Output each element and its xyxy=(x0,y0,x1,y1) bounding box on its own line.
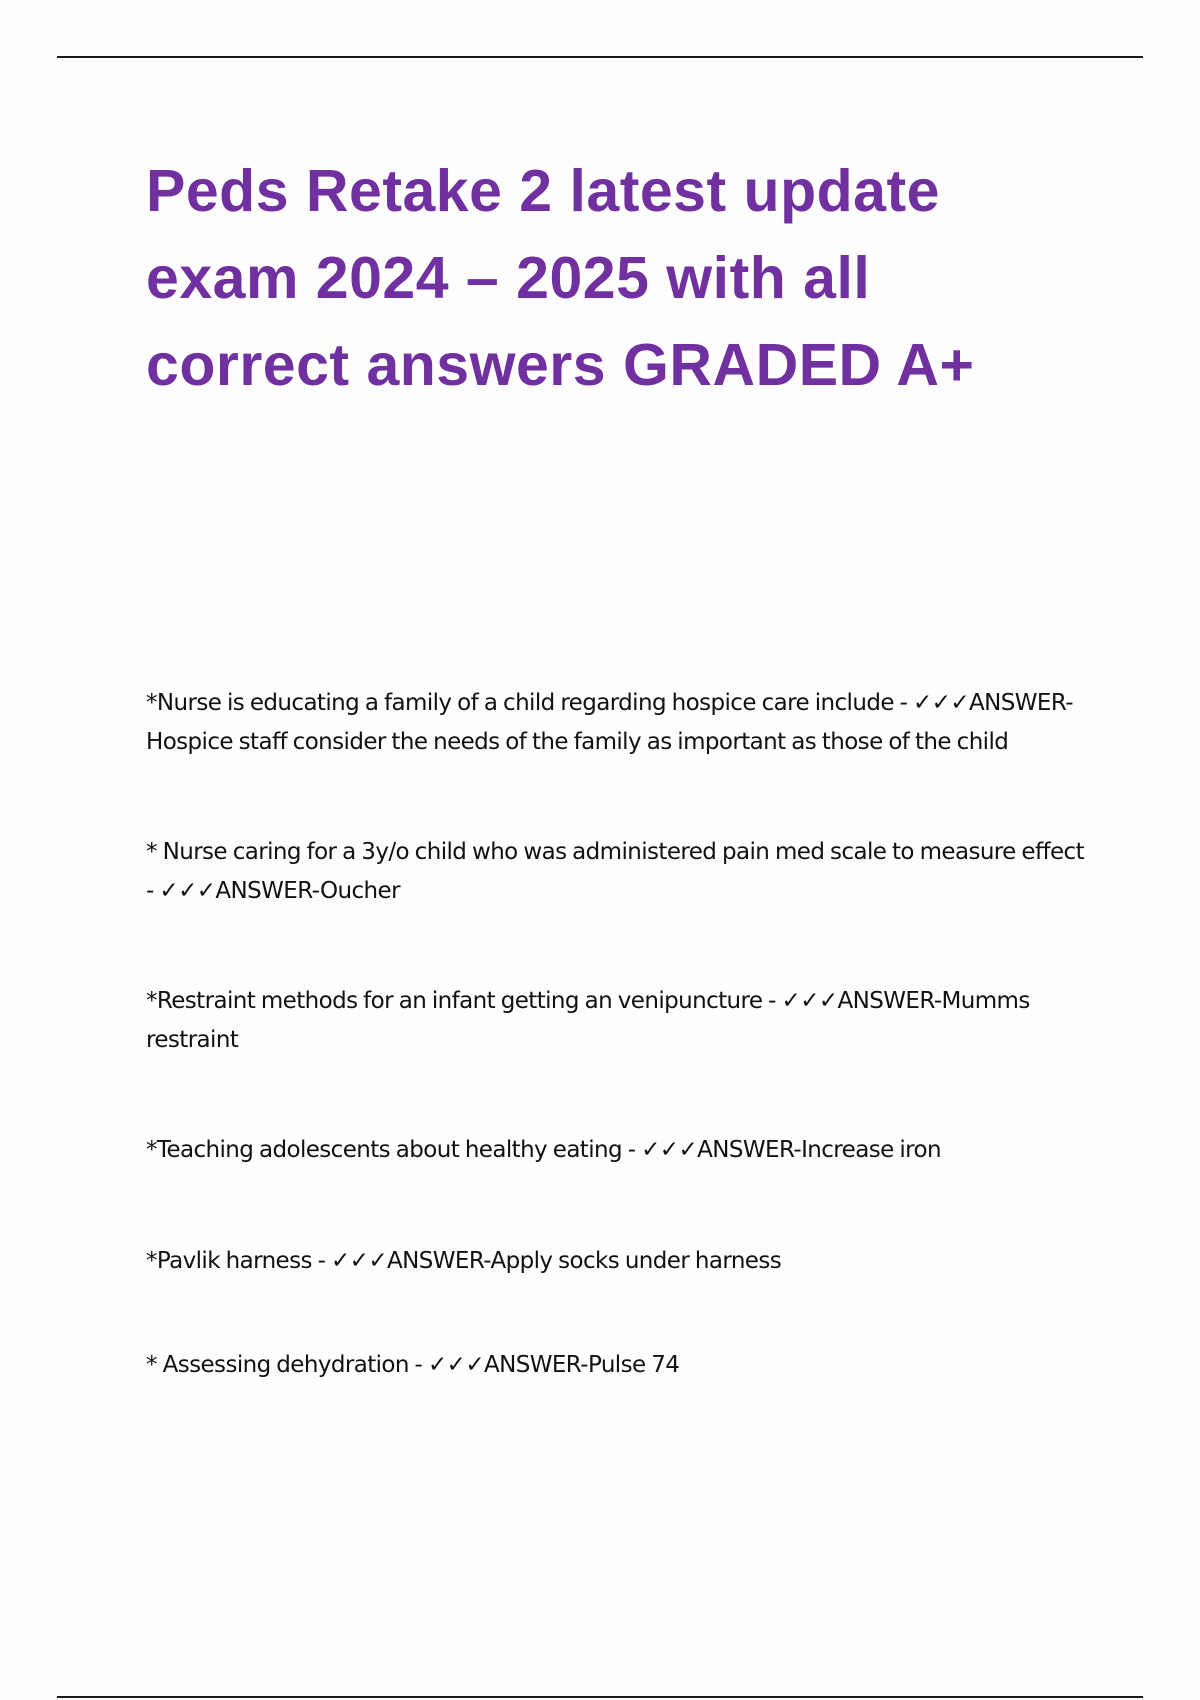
qa-item-restraint-methods: *Restraint methods for an infant getting an venipuncture - ✓✓✓ANSWER-Mumms restraint xyxy=(146,988,1030,1053)
question-answer-list xyxy=(146,684,1086,1385)
bottom-rule xyxy=(57,1696,1143,1698)
qa-item-pain-scale: * Nurse caring for a 3y/o child who was administered pain med scale to measure effect - ✓✓✓ANSWER-Oucher xyxy=(146,839,1084,904)
qa-item-healthy-eating: *Teaching adolescents about healthy eating - ✓✓✓ANSWER-Increase iron xyxy=(146,1137,941,1163)
document-title: Peds Retake 2 latest update exam 2024 – 2025 with all correct answers GRADED A+ xyxy=(146,158,975,398)
qa-item-pavlik-harness: *Pavlik harness - ✓✓✓ANSWER-Apply socks under harness xyxy=(146,1247,782,1274)
qa-item-hospice-care: *Nurse is educating a family of a child regarding hospice care include - ✓✓✓ANSWER-Hospice staff consider the needs of the family as important as those of the child xyxy=(146,690,1073,755)
top-rule xyxy=(57,56,1143,58)
qa-item-dehydration: * Assessing dehydration - ✓✓✓ANSWER-Pulse 74 xyxy=(146,1352,680,1378)
